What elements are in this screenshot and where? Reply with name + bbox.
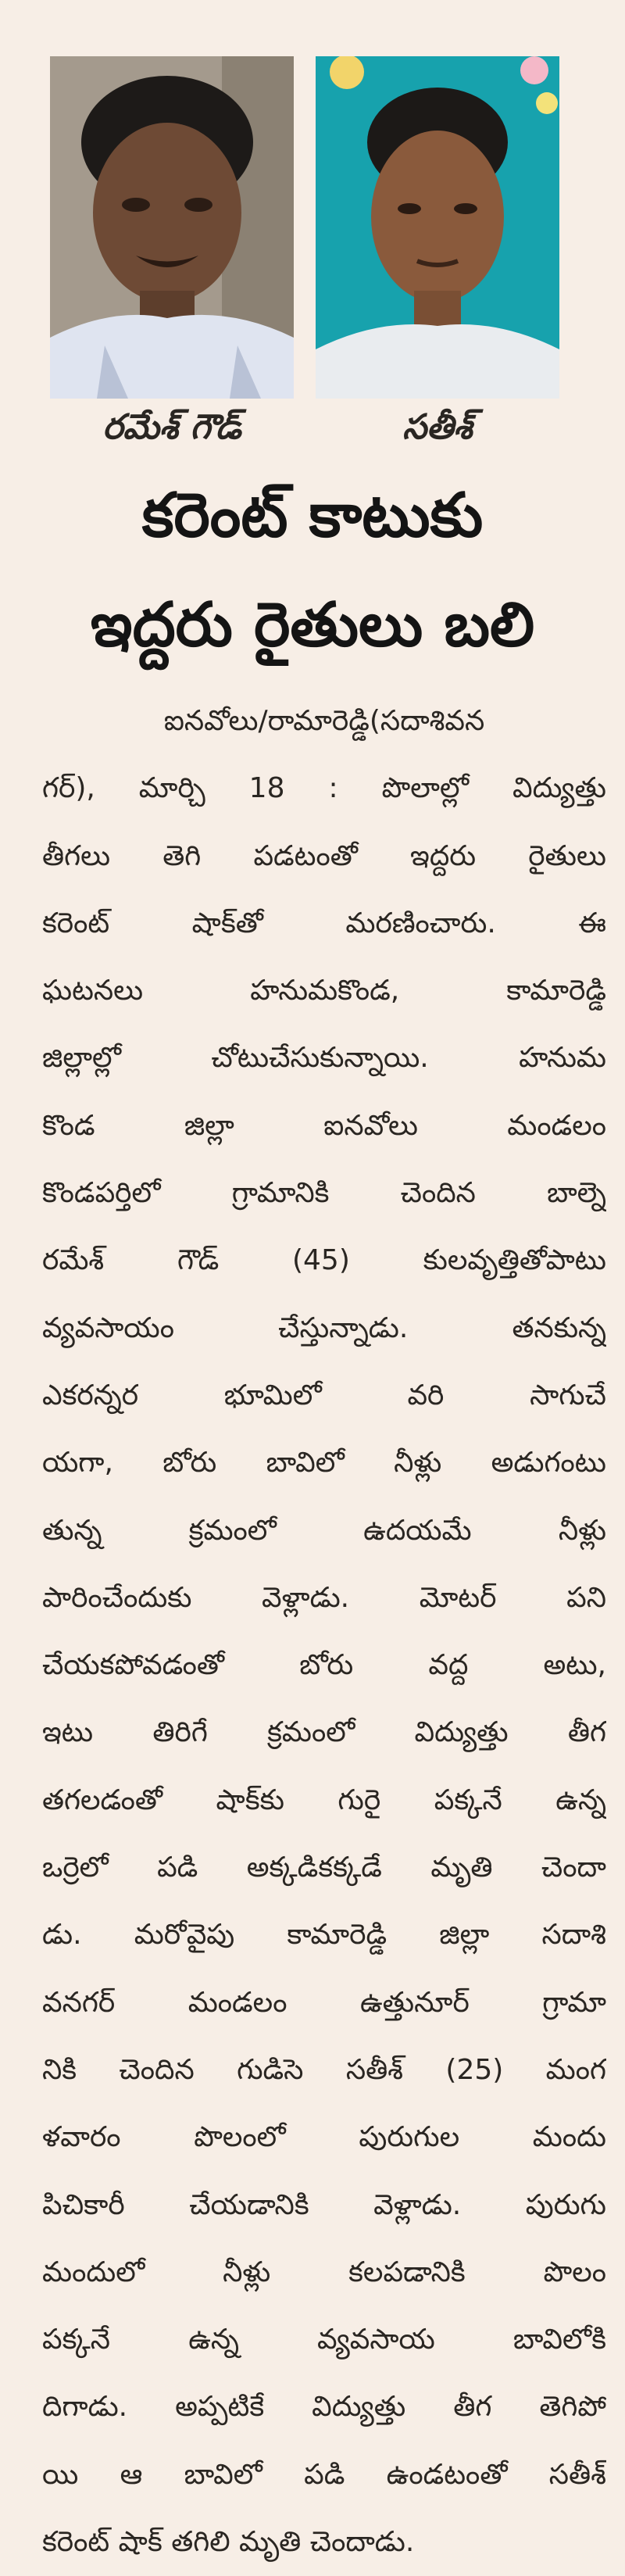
article-line: మందులో నీళ్లు కలపడానికి పొలం (42, 2256, 606, 2288)
article-line: కరెంట్ షాక్‌తో మరణించారు. ఈ (42, 907, 606, 939)
article-line: రమేశ్ గౌడ్ (45) కులవృత్తితోపాటు (42, 1244, 606, 1277)
article-line: యి ఆ బావిలో పడి ఉండటంతో సతీశ్ (42, 2458, 606, 2491)
article-line: ఎకరన్నర భూమిలో వరి సాగుచే (42, 1379, 606, 1411)
article-line: కొండపర్తిలో గ్రామానికి చెందిన బాల్నె (42, 1177, 606, 1210)
photo-satish (316, 56, 559, 399)
article-line: ఘటనలు హనుమకొండ, కామారెడ్డి (42, 975, 606, 1007)
article-line: నికి చెందిన గుడిసె సతీశ్ (25) మంగ (42, 2053, 606, 2086)
article-line: చేయకపోవడంతో బోరు వద్ద అటు, (42, 1649, 606, 1682)
article-line: కొండ జిల్లా ఐనవోలు మండలం (42, 1109, 606, 1142)
article-line: వనగర్ మండలం ఉత్తునూర్ గ్రామా (42, 1986, 606, 2019)
article-line: తీగలు తెగి పడటంతో ఇద్దరు రైతులు (42, 839, 606, 872)
article-line: వ్యవసాయం చేస్తున్నాడు. తనకున్న (42, 1311, 606, 1344)
headline-line-2: ఇద్దరు రైతులు బలి (90, 590, 535, 660)
article-line: తున్న క్రమంలో ఉదయమే నీళ్లు (42, 1514, 606, 1547)
article-line: ఇటు తిరిగే క్రమంలో విద్యుత్తు తీగ (42, 1716, 606, 1749)
article-line: పక్కనే ఉన్న వ్యవసాయ బావిలోకి (42, 2324, 606, 2356)
article-line: యగా, బోరు బావిలో నీళ్లు అడుగంటు (42, 1447, 606, 1479)
article-line: పారించేందుకు వెళ్లాడు. మోటర్ పని (42, 1581, 606, 1614)
article-line: ఒర్రెలో పడి అక్కడికక్కడే మృతి చెందా (42, 1852, 606, 1884)
article-line: గర్), మార్చి 18 : పొలాల్లో విద్యుత్తు (42, 772, 606, 805)
article-line: దిగాడు. అప్పటికే విద్యుత్తు తీగ తెగిపో (42, 2391, 606, 2424)
young-man-portrait-icon (316, 56, 559, 399)
photos-section (0, 0, 625, 453)
article-line: ఐనవోలు/రామారెడ్డి(సదాశివన (163, 705, 485, 737)
article-line: తగలడంతో షాక్‌కు గురై పక్కనే ఉన్న (42, 1784, 606, 1816)
article-line: కరెంట్ షాక్ తగిలి మృతి చెందాడు. (42, 2526, 415, 2559)
article-line: పిచికారీ చేయడానికి వెళ్లాడు. పురుగు (42, 2188, 606, 2221)
article-line: జిల్లాల్లో చోటుచేసుకున్నాయి. హనుమ (42, 1042, 606, 1075)
photo-ramesh-goud (50, 56, 294, 399)
headline-line-1: కరెంట్ కాటుకు (141, 481, 484, 551)
photo-caption-right: సతీశ్ (402, 407, 473, 447)
photo-caption-left: రమేశ్ గౌడ్ (102, 407, 241, 447)
article-line: ళవారం పొలంలో పురుగుల మందు (42, 2121, 606, 2154)
article-body (42, 688, 606, 2576)
man-portrait-icon (50, 56, 294, 399)
headline (31, 461, 594, 680)
article-line: డు. మరోవైపు కామారెడ్డి జిల్లా సదాశి (42, 1919, 606, 1952)
